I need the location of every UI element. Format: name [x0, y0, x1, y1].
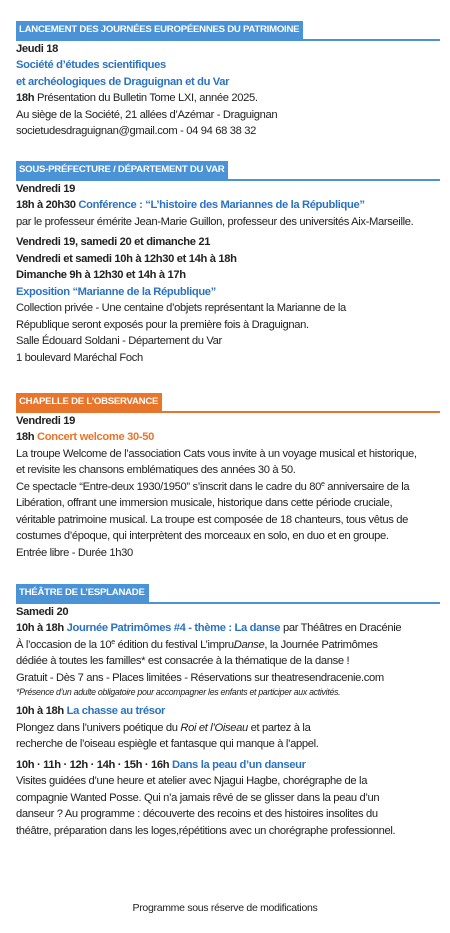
event-description: compagnie Wanted Posse. Qui n’a jamais rêvé de se glisser dans la peau d’un [16, 791, 380, 804]
event-description: Présentation du Bulletin Tome LXI, année 2025. [34, 92, 258, 104]
event-organizer: par Théâtres en Dracénie [280, 622, 402, 634]
section-chapelle-observance [16, 391, 440, 561]
event-address: Salle Édouard Soldani - Département du Var [16, 335, 222, 347]
event-description: danseur ? Au programme : découverte des recoins et des histoires insolites du [16, 808, 378, 820]
event-description: Ce spectacle “Entre-deux 1930/1950” s’inscrit dans le cadre du 80e anniversaire de la [16, 480, 410, 493]
event-title: Journée Patrimômes #4 - thème : La danse [63, 622, 281, 634]
event-note: *Présence d’un adulte obligatoire pour accompagner les enfants et participer aux activités. [16, 687, 341, 697]
event-day: Vendredi 19 [16, 182, 75, 195]
section-theatre-esplanade [16, 582, 440, 839]
event-title: Conférence : “L’histoire des Mariannes de la République” [75, 199, 365, 211]
event-info: Entrée libre - Durée 1h30 [16, 546, 133, 559]
event-description: Visites guidées d’une heure et atelier avec Njagui Hagbe, chorégraphe de la [16, 775, 368, 787]
event-description: dédiée à toutes les familles* est consacrée à la thématique de la danse ! [16, 655, 350, 667]
event-description: République seront exposés pour la première fois à Draguignan. [16, 318, 309, 331]
event-description: La troupe Welcome de l’association Cats vous invite à un voyage musical et historique, [16, 447, 417, 460]
event-line [16, 197, 440, 214]
event-time: 10h · 11h · 12h · 14h · 15h · 16h [16, 758, 170, 771]
section-journees-patrimoine [16, 19, 440, 140]
event-line [16, 757, 440, 774]
event-contact: societudesdraguignan@gmail.com - 04 94 68 38 32 [16, 125, 256, 137]
event-address: 1 boulevard Maréchal Foch [16, 351, 143, 364]
event-hours: Vendredi et samedi 10h à 12h30 et 14h à 18h [16, 252, 237, 265]
event-title: Concert welcome 30-50 [34, 431, 154, 443]
organizer-line: et archéologiques de Draguignan et du Var [16, 75, 230, 88]
event-line [16, 90, 440, 107]
event-speaker: par le professeur émérite Jean-Marie Guillon, professeur des universités Aix-Marseille. [16, 215, 414, 228]
event-description: théâtre, préparation dans les loges,répétitions avec un chorégraphe professionnel. [16, 824, 396, 837]
event-description: Collection privée - Une centaine d’objets représentant la Marianne de la [16, 302, 346, 314]
event-title: La chasse au trésor [63, 705, 166, 717]
event-address: Au siège de la Société, 21 allées d’Azémar - Draguignan [16, 108, 278, 121]
footer-note: Programme sous réserve de modifications [132, 902, 318, 914]
event-hours: Dimanche 9h à 12h30 et 14h à 17h [16, 269, 186, 281]
event-description: À l’occasion de la 10e édition du festival L’impruDanse, la Journée Patrimômes [16, 638, 378, 651]
event-time: 18h [16, 431, 35, 443]
event-info: Gratuit - Dès 7 ans - Places limitées - Réservations sur theatresendracenie.com [16, 671, 384, 684]
event-description: Plongez dans l’univers poétique du Roi et l’Oiseau et partez à la [16, 721, 311, 734]
event-days: Vendredi 19, samedi 20 et dimanche 21 [16, 236, 211, 248]
event-line [16, 620, 440, 637]
event-day: Vendredi 19 [16, 414, 75, 427]
event-description: et revisite les chansons emblématiques des années 30 à 50. [16, 464, 296, 476]
section-header: SOUS-PRÉFECTURE / DÉPARTEMENT DU VAR [16, 161, 228, 179]
event-title: Exposition “Marianne de la République” [16, 285, 216, 298]
event-description: recherche de l’oiseau espiègle et fantasque qui manque à l’appel. [16, 738, 319, 750]
event-time: 18h à 20h30 [16, 199, 76, 211]
event-time: 10h à 18h [16, 705, 64, 717]
event-description: costumes d’époque, qui interprètent des morceaux en solo, en duo et en groupe. [16, 530, 389, 542]
section-header: THÉÂTRE DE L’ESPLANADE [16, 584, 149, 602]
event-line [16, 429, 440, 446]
event-description: véritable patrimoine musical. La troupe est composée de 18 chanteurs, tous vêtus de [16, 513, 408, 526]
event-title: Dans la peau d’un danseur [169, 758, 306, 771]
event-line [16, 703, 440, 720]
event-time: 18h [16, 92, 35, 104]
organizer-line: Société d’études scientifiques [16, 59, 166, 71]
section-header: CHAPELLE DE L’OBSERVANCE [16, 393, 162, 411]
section-sous-prefecture [16, 159, 440, 366]
event-time: 10h à 18h [16, 622, 64, 634]
event-day: Samedi 20 [16, 605, 69, 618]
event-description: Libération, offrant une immersion musicale, historique dans cette période cruciale, [16, 497, 393, 509]
event-day: Jeudi 18 [16, 42, 58, 55]
section-header: LANCEMENT DES JOURNÉES EUROPÉENNES DU PATRIMOINE [16, 21, 303, 39]
